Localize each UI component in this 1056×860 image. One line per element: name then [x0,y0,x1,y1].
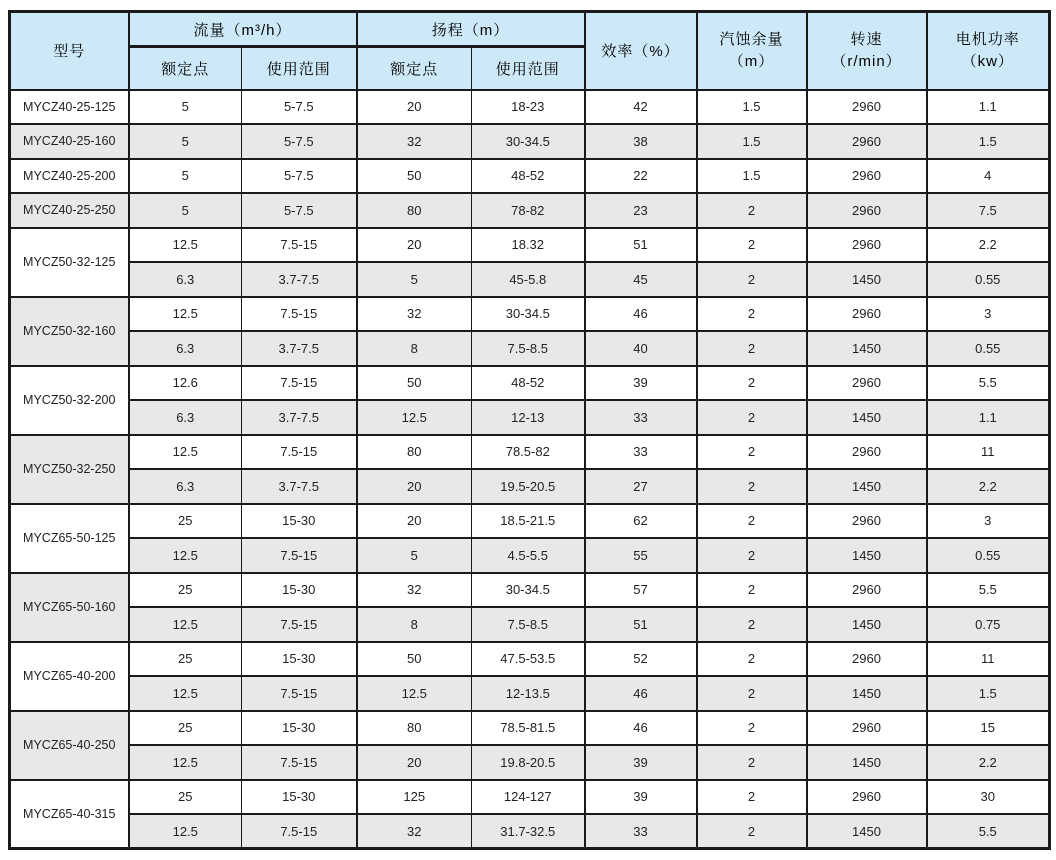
power-label-line2: （kw） [961,52,1014,70]
data-cell: 3.7-7.5 [242,400,357,435]
data-cell: 7.5-8.5 [472,331,585,366]
col-header-speed [807,12,927,90]
data-cell: 7.5-15 [242,297,357,332]
model-cell: MYCZ50-32-160 [10,297,129,366]
model-cell: MYCZ65-50-160 [10,573,129,642]
data-cell: 1.1 [927,400,1050,435]
table-row [10,642,1050,677]
data-cell: 25 [129,780,242,815]
data-cell: 2 [697,400,807,435]
data-cell: 27 [585,469,697,504]
data-cell: 12.6 [129,366,242,401]
data-cell: 62 [585,504,697,539]
data-cell: 1450 [807,538,927,573]
data-cell: 2 [697,331,807,366]
data-cell: 0.55 [927,331,1050,366]
data-cell: 124-127 [472,780,585,815]
table-row [10,400,1050,435]
data-cell: 1450 [807,400,927,435]
data-cell: 33 [585,814,697,849]
data-cell: 20 [357,90,472,125]
data-cell: 7.5-15 [242,435,357,470]
data-cell: 2 [697,711,807,746]
table-row [10,262,1050,297]
data-cell: 0.55 [927,262,1050,297]
data-cell: 7.5 [927,193,1050,228]
table-row [10,366,1050,401]
data-cell: 5-7.5 [242,90,357,125]
data-cell: 52 [585,642,697,677]
data-cell: 3 [927,504,1050,539]
data-cell: 2960 [807,711,927,746]
data-cell: 8 [357,331,472,366]
data-cell: 2960 [807,780,927,815]
model-cell: MYCZ50-32-200 [10,366,129,435]
table-row [10,297,1050,332]
data-cell: 48-52 [472,159,585,194]
data-cell: 5-7.5 [242,193,357,228]
data-cell: 78.5-82 [472,435,585,470]
data-cell: 1450 [807,262,927,297]
data-cell: 2960 [807,297,927,332]
col-header-power [927,12,1050,90]
data-cell: 32 [357,814,472,849]
data-cell: 46 [585,711,697,746]
data-cell: 47.5-53.5 [472,642,585,677]
data-cell: 5 [129,159,242,194]
model-cell: MYCZ50-32-125 [10,228,129,297]
data-cell: 15 [927,711,1050,746]
data-cell: 3.7-7.5 [242,331,357,366]
data-cell: 6.3 [129,331,242,366]
col-header-model: 型号 [10,12,129,90]
data-cell: 2960 [807,504,927,539]
data-cell: 11 [927,435,1050,470]
model-cell: MYCZ40-25-125 [10,90,129,125]
data-cell: 2960 [807,228,927,263]
col-header-flow-rated: 额定点 [129,47,242,90]
data-cell: 15-30 [242,642,357,677]
data-cell: 25 [129,711,242,746]
data-cell: 7.5-8.5 [472,607,585,642]
col-header-head-rated: 额定点 [357,47,472,90]
data-cell: 33 [585,400,697,435]
table-row [10,711,1050,746]
speed-label-line1: 转速 [850,31,883,48]
data-cell: 2 [697,435,807,470]
table-row [10,780,1050,815]
data-cell: 2960 [807,124,927,159]
data-cell: 22 [585,159,697,194]
data-cell: 80 [357,711,472,746]
data-cell: 12.5 [129,676,242,711]
data-cell: 12.5 [129,297,242,332]
data-cell: 50 [357,642,472,677]
data-cell: 30 [927,780,1050,815]
table-row [10,607,1050,642]
data-cell: 20 [357,504,472,539]
data-cell: 2 [697,297,807,332]
data-cell: 50 [357,159,472,194]
data-cell: 5-7.5 [242,124,357,159]
data-cell: 2 [697,676,807,711]
data-cell: 12.5 [129,435,242,470]
data-cell: 2960 [807,435,927,470]
data-cell: 51 [585,228,697,263]
data-cell: 25 [129,504,242,539]
model-cell: MYCZ40-25-160 [10,124,129,159]
col-header-flow-group: 流量（m³/h） [129,12,357,47]
data-cell: 12.5 [129,814,242,849]
npsh-label-line1: 汽蚀余量 [719,31,784,48]
data-cell: 80 [357,435,472,470]
data-cell: 7.5-15 [242,676,357,711]
data-cell: 78-82 [472,193,585,228]
data-cell: 2 [697,745,807,780]
data-cell: 3.7-7.5 [242,262,357,297]
data-cell: 12.5 [129,538,242,573]
data-cell: 45-5.8 [472,262,585,297]
data-cell: 20 [357,228,472,263]
data-cell: 1450 [807,607,927,642]
data-cell: 3.7-7.5 [242,469,357,504]
table-row [10,745,1050,780]
data-cell: 18-23 [472,90,585,125]
col-header-flow-range: 使用范围 [242,47,357,90]
data-cell: 2.2 [927,745,1050,780]
data-cell: 20 [357,745,472,780]
data-cell: 38 [585,124,697,159]
data-cell: 2 [697,642,807,677]
data-cell: 2 [697,538,807,573]
data-cell: 1450 [807,745,927,780]
data-cell: 2 [697,262,807,297]
data-cell: 12.5 [357,400,472,435]
data-cell: 5 [357,262,472,297]
data-cell: 5 [357,538,472,573]
data-cell: 19.8-20.5 [472,745,585,780]
data-cell: 57 [585,573,697,608]
data-cell: 32 [357,297,472,332]
data-cell: 15-30 [242,711,357,746]
data-cell: 5-7.5 [242,159,357,194]
table-row [10,538,1050,573]
table-row [10,90,1050,125]
data-cell: 1450 [807,814,927,849]
data-cell: 2 [697,228,807,263]
data-cell: 80 [357,193,472,228]
data-cell: 30-34.5 [472,297,585,332]
data-cell: 30-34.5 [472,124,585,159]
data-cell: 48-52 [472,366,585,401]
table-row [10,469,1050,504]
model-cell: MYCZ65-40-200 [10,642,129,711]
data-cell: 7.5-15 [242,228,357,263]
data-cell: 1.5 [697,124,807,159]
data-cell: 25 [129,573,242,608]
data-cell: 12.5 [357,676,472,711]
data-cell: 1.5 [927,124,1050,159]
table-row [10,573,1050,608]
table-row [10,814,1050,849]
data-cell: 20 [357,469,472,504]
data-cell: 1.5 [697,90,807,125]
data-cell: 12.5 [129,228,242,263]
col-header-npsh [697,12,807,90]
data-cell: 2 [697,573,807,608]
pump-spec-table [8,10,1051,850]
data-cell: 2 [697,814,807,849]
data-cell: 32 [357,124,472,159]
data-cell: 39 [585,366,697,401]
data-cell: 23 [585,193,697,228]
data-cell: 18.5-21.5 [472,504,585,539]
data-cell: 15-30 [242,573,357,608]
table-row [10,228,1050,263]
data-cell: 39 [585,780,697,815]
data-cell: 1.5 [927,676,1050,711]
data-cell: 1450 [807,331,927,366]
data-cell: 2 [697,607,807,642]
data-cell: 125 [357,780,472,815]
data-cell: 40 [585,331,697,366]
data-cell: 46 [585,297,697,332]
data-cell: 1.5 [697,159,807,194]
table-row [10,331,1050,366]
data-cell: 12.5 [129,607,242,642]
table-row [10,124,1050,159]
data-cell: 2960 [807,366,927,401]
data-cell: 7.5-15 [242,366,357,401]
data-cell: 2 [697,366,807,401]
col-header-efficiency: 效率（%） [585,12,697,90]
col-header-head-group: 扬程（m） [357,12,585,47]
data-cell: 7.5-15 [242,607,357,642]
table-row [10,676,1050,711]
model-cell: MYCZ40-25-250 [10,193,129,228]
table-row [10,193,1050,228]
data-cell: 4.5-5.5 [472,538,585,573]
data-cell: 5 [129,90,242,125]
data-cell: 6.3 [129,400,242,435]
data-cell: 32 [357,573,472,608]
data-cell: 2960 [807,159,927,194]
data-cell: 55 [585,538,697,573]
speed-label-line2: （r/min） [831,52,902,70]
npsh-label-line2: （m） [728,52,775,70]
data-cell: 2 [697,780,807,815]
data-cell: 3 [927,297,1050,332]
data-cell: 33 [585,435,697,470]
data-cell: 0.55 [927,538,1050,573]
data-cell: 6.3 [129,469,242,504]
data-cell: 2960 [807,193,927,228]
data-cell: 5 [129,124,242,159]
model-cell: MYCZ65-50-125 [10,504,129,573]
data-cell: 1450 [807,469,927,504]
data-cell: 31.7-32.5 [472,814,585,849]
data-cell: 2960 [807,90,927,125]
data-cell: 5 [129,193,242,228]
data-cell: 2 [697,504,807,539]
data-cell: 6.3 [129,262,242,297]
col-header-head-range: 使用范围 [472,47,585,90]
data-cell: 2.2 [927,228,1050,263]
table-body [10,90,1050,849]
data-cell: 12-13 [472,400,585,435]
header-group-row [10,12,1050,47]
data-cell: 78.5-81.5 [472,711,585,746]
data-cell: 8 [357,607,472,642]
data-cell: 15-30 [242,780,357,815]
data-cell: 46 [585,676,697,711]
data-cell: 2960 [807,642,927,677]
data-cell: 1450 [807,676,927,711]
model-cell: MYCZ50-32-250 [10,435,129,504]
data-cell: 42 [585,90,697,125]
data-cell: 25 [129,642,242,677]
data-cell: 15-30 [242,504,357,539]
data-cell: 1.1 [927,90,1050,125]
data-cell: 7.5-15 [242,745,357,780]
data-cell: 2 [697,469,807,504]
data-cell: 39 [585,745,697,780]
data-cell: 12.5 [129,745,242,780]
model-cell: MYCZ40-25-200 [10,159,129,194]
data-cell: 19.5-20.5 [472,469,585,504]
data-cell: 2960 [807,573,927,608]
data-cell: 0.75 [927,607,1050,642]
model-cell: MYCZ65-40-315 [10,780,129,849]
data-cell: 2 [697,193,807,228]
data-cell: 5.5 [927,573,1050,608]
table-row [10,159,1050,194]
data-cell: 7.5-15 [242,814,357,849]
table-row [10,435,1050,470]
data-cell: 4 [927,159,1050,194]
data-cell: 12-13.5 [472,676,585,711]
data-cell: 5.5 [927,366,1050,401]
data-cell: 5.5 [927,814,1050,849]
model-cell: MYCZ65-40-250 [10,711,129,780]
data-cell: 51 [585,607,697,642]
data-cell: 2.2 [927,469,1050,504]
data-cell: 50 [357,366,472,401]
table-row [10,504,1050,539]
data-cell: 18.32 [472,228,585,263]
data-cell: 11 [927,642,1050,677]
data-cell: 30-34.5 [472,573,585,608]
data-cell: 7.5-15 [242,538,357,573]
data-cell: 45 [585,262,697,297]
power-label-line1: 电机功率 [955,31,1020,48]
